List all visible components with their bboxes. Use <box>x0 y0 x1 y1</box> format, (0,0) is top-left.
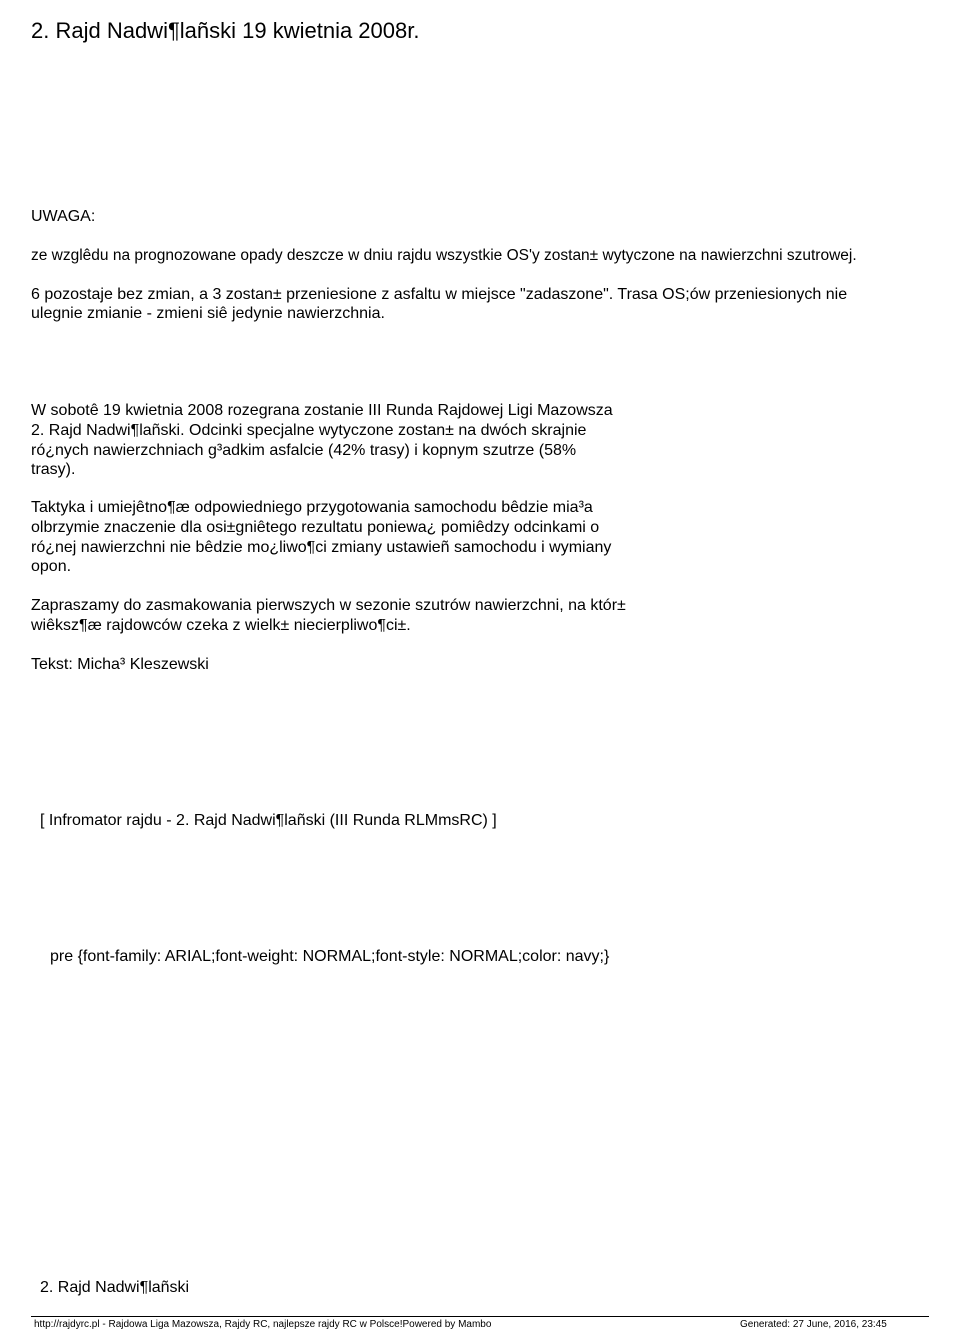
intro-line-2: 2. Rajd Nadwi¶lañski. Odcinki specjalne wytyczone zostan± na dwóch skrajnie <box>31 422 587 439</box>
uwaga-line-3: ulegnie zmianie - zmieni siê jedynie nawierzchnia. <box>31 305 385 322</box>
tactics-line-4: opon. <box>31 558 72 575</box>
invite-line-1: Zapraszamy do zasmakowania pierwszych w sezonie szutrów nawierzchni, na któr± <box>31 597 626 614</box>
footer-site-info: http://rajdyrc.pl - Rajdowa Liga Mazowsza, Rajdy RC, najlepsze rajdy RC w Polsce!Powered by Mambo <box>34 1319 492 1330</box>
css-snippet-text: pre {font-family: ARIAL;font-weight: NORMAL;font-style: NORMAL;color: navy;} <box>50 948 610 965</box>
uwaga-line-2: 6 pozostaje bez zmian, a 3 zostan± przeniesione z asfaltu w miejsce "zadaszone". Trasa OS;ów przeniesionych nie <box>31 286 848 303</box>
tactics-line-3: ró¿nej nawierzchni nie bêdzie mo¿liwo¶ci zmiany ustawieñ samochodu i wymiany <box>31 539 612 556</box>
rally-info-link[interactable]: [ Infromator rajdu - 2. Rajd Nadwi¶lañski (III Runda RLMmsRC) ] <box>40 812 497 829</box>
footer-divider <box>31 1316 929 1317</box>
footer-generated-date: Generated: 27 June, 2016, 23:45 <box>740 1319 887 1330</box>
uwaga-label: UWAGA: <box>31 208 96 225</box>
intro-line-3: ró¿nych nawierzchniach g³adkim asfalcie (42% trasy) i kopnym szutrze (58% <box>31 442 577 459</box>
tactics-line-2: olbrzymie znaczenie dla osi±gniêtego rezultatu poniewa¿ pomiêdzy odcinkami o <box>31 519 600 536</box>
bottom-caption: 2. Rajd Nadwi¶lañski <box>40 1279 190 1296</box>
uwaga-line-1: ze wzglêdu na prognozowane opady deszcze w dniu rajdu wszystkie OS'y zostan± wytyczone na nawierzchni szutrowej. <box>31 247 857 264</box>
invite-line-2: wiêksz¶æ rajdowców czeka z wielk± niecierpliwo¶ci±. <box>31 617 411 634</box>
tactics-line-1: Taktyka i umiejêtno¶æ odpowiedniego przygotowania samochodu bêdzie mia³a <box>31 499 593 516</box>
intro-line-4: trasy). <box>31 461 76 478</box>
page-title: 2. Rajd Nadwi¶lañski 19 kwietnia 2008r. <box>31 18 420 43</box>
author-credit: Tekst: Micha³ Kleszewski <box>31 656 209 673</box>
intro-line-1: W sobotê 19 kwietnia 2008 rozegrana zostanie III Runda Rajdowej Ligi Mazowsza <box>31 402 613 419</box>
